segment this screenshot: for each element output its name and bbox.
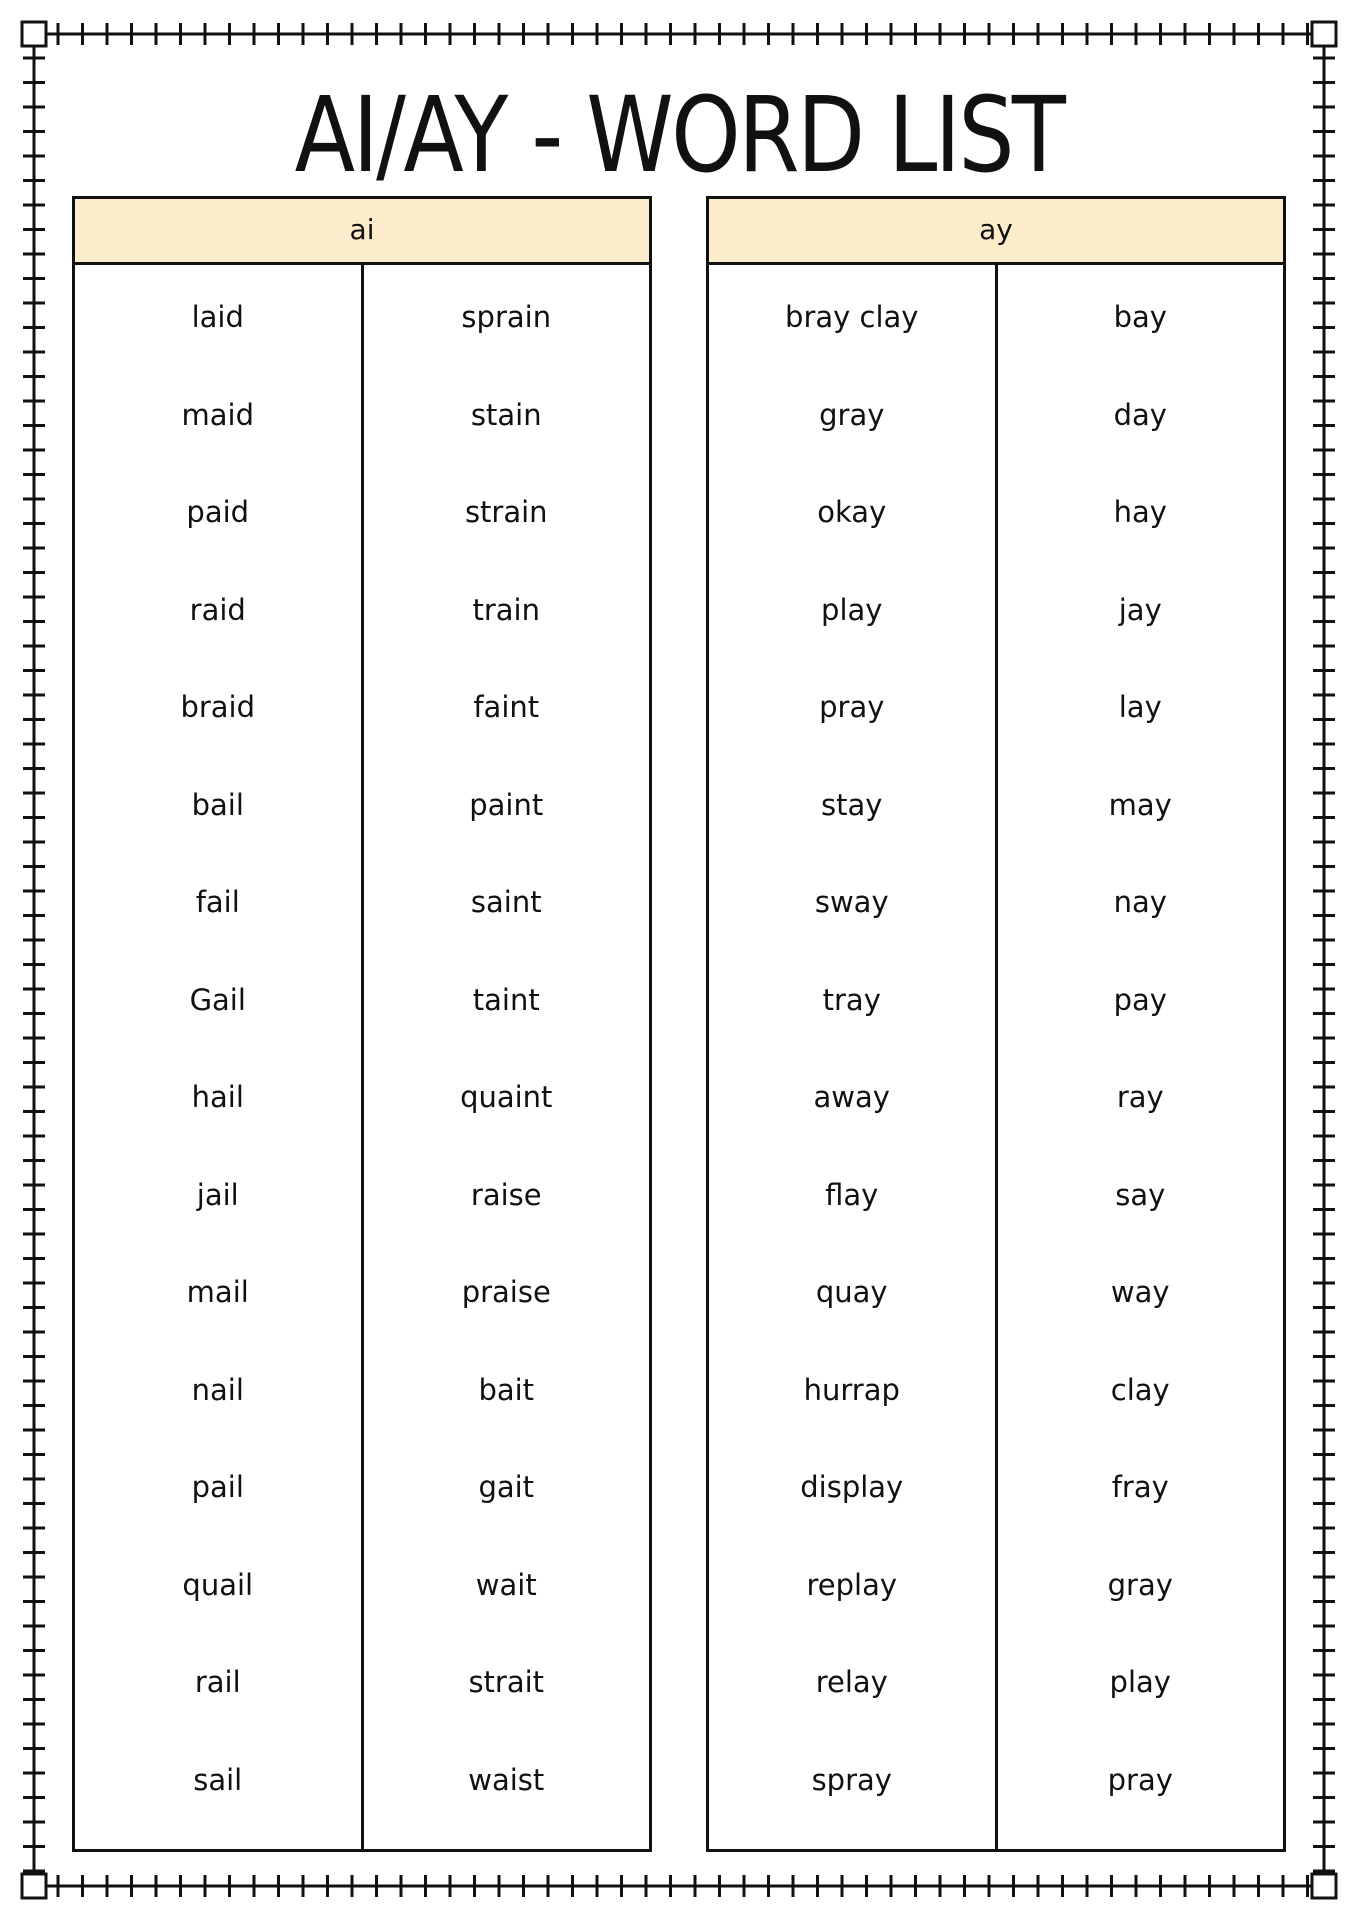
word-item: waist — [468, 1762, 545, 1797]
page-title: AI/AY - WORD LIST — [294, 74, 1064, 196]
word-item: hay — [1113, 495, 1167, 529]
word-item: braid — [180, 690, 256, 724]
word-item: bait — [478, 1372, 535, 1407]
word-item: nay — [1113, 885, 1167, 919]
panel-header-ay: ay — [709, 199, 1283, 265]
word-item: fail — [195, 885, 240, 919]
word-item: fray — [1111, 1470, 1169, 1504]
panel-ay — [706, 196, 1286, 1852]
word-item: raise — [470, 1177, 542, 1212]
word-item: wait — [475, 1567, 537, 1602]
word-item: play — [1109, 1665, 1171, 1699]
word-item: flay — [825, 1177, 879, 1212]
word-item: gray — [1107, 1567, 1173, 1602]
word-item: pail — [191, 1470, 244, 1504]
word-item: away — [813, 1080, 890, 1114]
word-item: quay — [815, 1275, 888, 1309]
word-item: relay — [815, 1665, 888, 1699]
panel-ai — [72, 196, 652, 1852]
word-item: ray — [1116, 1080, 1164, 1114]
panel-body-ai — [75, 265, 649, 1849]
word-item: stain — [470, 397, 542, 432]
word-item: lay — [1118, 690, 1162, 724]
word-item: laid — [191, 300, 244, 334]
word-item: taint — [472, 982, 540, 1017]
word-item: quail — [182, 1567, 254, 1602]
word-item: Gail — [189, 982, 246, 1017]
word-item: jail — [196, 1177, 239, 1212]
word-item: jay — [1118, 592, 1162, 627]
word-item: strain — [464, 495, 548, 529]
word-item: paint — [469, 787, 544, 822]
word-column — [709, 265, 995, 1849]
word-item: praise — [461, 1275, 551, 1309]
word-column — [995, 265, 1284, 1849]
panel-header-ai: ai — [75, 199, 649, 265]
word-item: gait — [478, 1470, 535, 1504]
word-item: gray — [819, 397, 885, 432]
word-item: bray clay — [785, 300, 919, 334]
word-item: okay — [817, 495, 887, 529]
word-item: hurrap — [803, 1372, 900, 1407]
word-item: pay — [1113, 982, 1167, 1017]
word-item: may — [1108, 787, 1172, 822]
word-item: raid — [189, 592, 246, 627]
word-item: pray — [819, 690, 885, 724]
word-item: clay — [1110, 1372, 1170, 1407]
word-item: replay — [806, 1567, 898, 1602]
word-item: sprain — [461, 300, 552, 334]
word-item: hail — [191, 1080, 244, 1114]
word-item: sway — [814, 885, 889, 919]
word-column — [75, 265, 361, 1849]
word-item: rail — [194, 1665, 241, 1699]
word-item: play — [821, 592, 883, 627]
word-item: pray — [1107, 1762, 1173, 1797]
panel-body-ay — [709, 265, 1283, 1849]
word-item: strait — [468, 1665, 545, 1699]
word-item: spray — [811, 1762, 892, 1797]
word-item: train — [472, 592, 540, 627]
word-item: bail — [191, 787, 244, 822]
word-item: faint — [473, 690, 540, 724]
word-item: say — [1115, 1177, 1166, 1212]
word-item: nail — [191, 1372, 244, 1407]
word-item: stay — [821, 787, 883, 822]
word-item: tray — [822, 982, 881, 1017]
word-item: way — [1110, 1275, 1170, 1309]
word-column — [361, 265, 650, 1849]
word-item: paid — [186, 495, 250, 529]
word-item: sail — [193, 1762, 243, 1797]
word-item: quaint — [460, 1080, 553, 1114]
word-item: maid — [181, 397, 254, 432]
word-item: saint — [470, 885, 542, 919]
word-item: display — [800, 1470, 904, 1504]
word-item: mail — [186, 1275, 249, 1309]
word-item: day — [1113, 397, 1167, 432]
word-item: bay — [1113, 300, 1167, 334]
